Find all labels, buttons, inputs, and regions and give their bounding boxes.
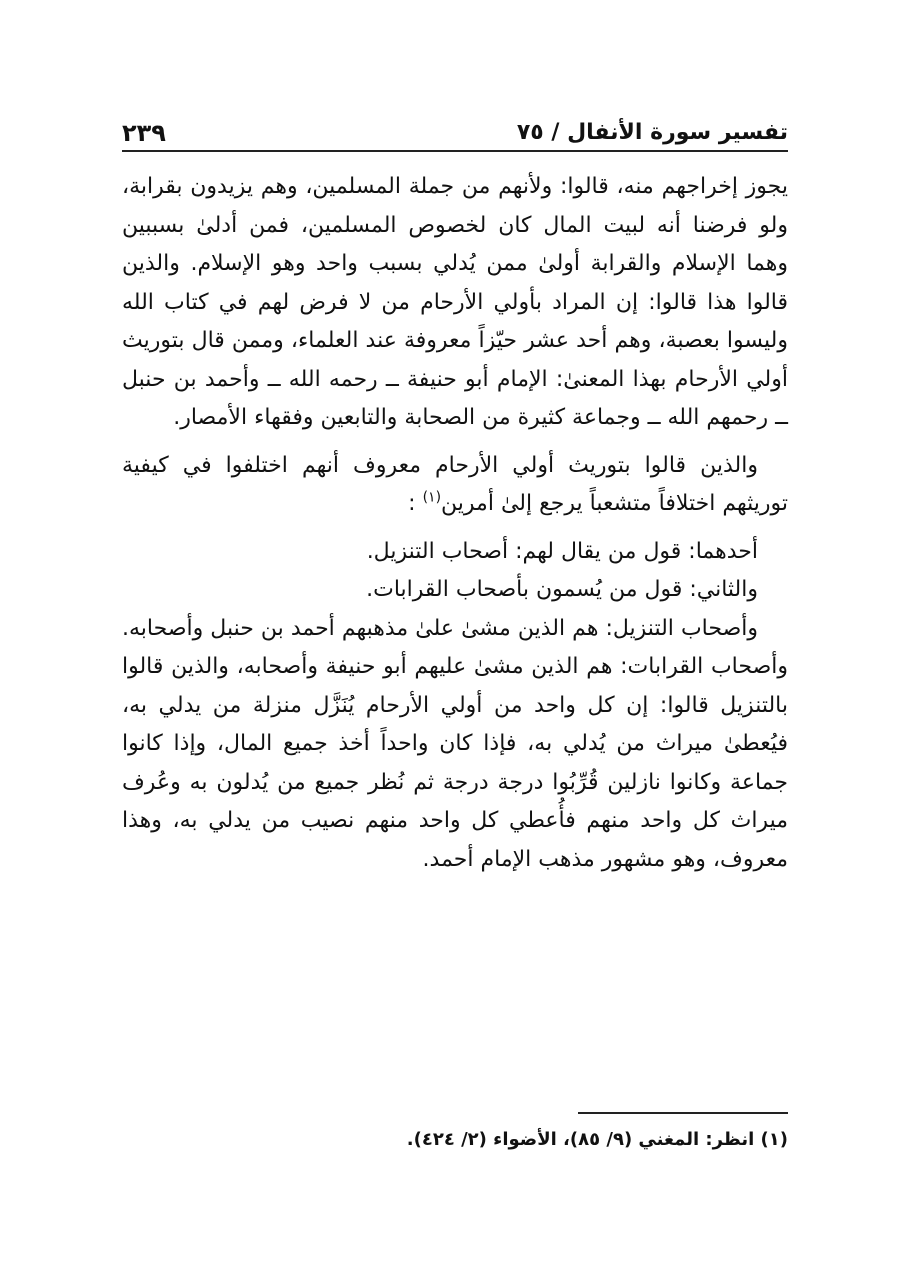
list-item-first: أحدهما: قول من يقال لهم: أصحاب التنزيل. <box>366 538 758 564</box>
list-item-second: والثاني: قول من يُسمون بأصحاب القرابات. <box>366 577 758 602</box>
page-number: ٢٣٩ <box>122 119 166 147</box>
paragraph-2-suffix: : <box>408 491 416 516</box>
footnote: (١) انظر: المغني (٩/ ٨٥)، الأضواء (٢/ ٤٢٤). <box>406 1129 788 1150</box>
paragraph-5: وأصحاب التنزيل: هم الذين مشىٰ علىٰ مذهبهم أحمد بن حنبل وأصحابه. وأصحاب القرابات: هم الذين مشىٰ عليهم أبو حنيفة وأصحابه، والذين قالوا بالتنزيل قالوا: إن كل واحد من أولي الأرحام يُنَزَّل منزلة من يدلي به، فيُعطىٰ ميراث من يُدلي به، فإذا كان واحداً أخذ جميع المال، وإذا كانوا جماعة وكانوا نازلين قُرِّبُوا درجة درجة ثم نُظر جميع من يُدلون به وعُرف ميراث كل واحد منهم فأُعطي كل واحد منهم نصيب من يدلي به، وهذا معروف، وهو مشهور مذهب الإمام أحمد. <box>122 615 788 872</box>
paragraph-1: يجوز إخراجهم منه، قالوا: ولأنهم من جملة المسلمين، وهم يزيدون بقرابة، ولو فرضنا أنه لبيت المال كان لخصوص المسلمين، فمن أدلىٰ بسببين وهما الإسلام والقرابة أولىٰ ممن يُدلي بسبب واحد وهو الإسلام. والذين قالوا هذا قالوا: إن المراد بأولي الأرحام من لا فرض لهم في كتاب الله وليسوا بعصبة، وهم أحد عشر حيّزاً معروفة عند العلماء، وممن قال بتوريث أولي الأرحام بهذا المعنىٰ: الإمام أبو حنيفة ــ رحمه الله ــ وأحمد بن حنبل ــ رحمهم الله ــ وجماعة كثيرة من الصحابة والتابعين وفقهاء الأمصار. <box>122 174 788 430</box>
paragraph-2-text: والذين قالوا بتوريث أولي الأرحام معروف أنهم اختلفوا في كيفية توريثهم اختلافاً متشعباً يرجع إلىٰ أمرين <box>122 452 788 516</box>
paragraph-2 <box>122 447 788 524</box>
running-title: تفسير سورة الأنفال / ٧٥ <box>516 120 788 145</box>
main-text <box>122 168 788 888</box>
footnote-divider <box>578 1112 788 1114</box>
footnote-marker[interactable]: (١) <box>422 489 442 506</box>
page-header <box>122 112 788 148</box>
header-divider <box>122 150 788 152</box>
